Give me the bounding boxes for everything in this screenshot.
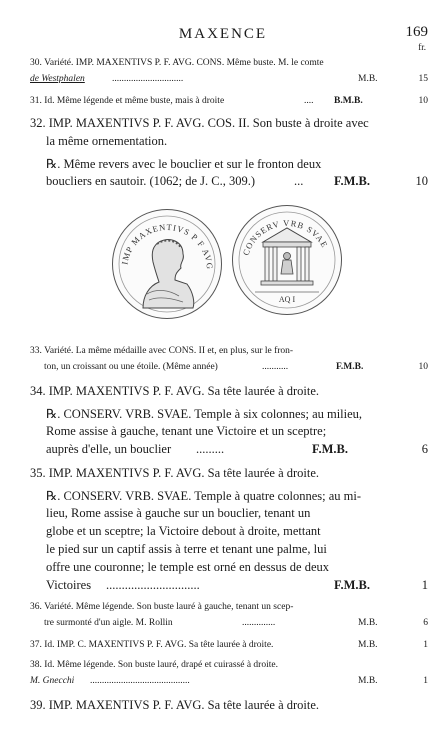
entry-31-price: 10	[418, 96, 428, 106]
entry-34-line-1: 34. IMP. MAXENTIVS P. F. AVG. Sa tête laurée à droite.	[30, 384, 320, 398]
entry-33-leader: ...........	[262, 362, 289, 372]
page-header	[0, 12, 446, 52]
entry-31-leader: ....	[304, 96, 314, 106]
entry-34-reverse-leader: .........	[196, 442, 225, 456]
entry-37-price: 1	[423, 640, 428, 650]
coin-reverse-image	[232, 205, 342, 315]
entry-33-line-2: ton, un croissant ou une étoile. (Même année)	[44, 362, 218, 372]
coin-illustrations	[112, 205, 352, 325]
page-number: 169	[405, 24, 428, 40]
entry-37-line-1: 37. Id. IMP. C. MAXENTIVS P. F. AVG. Sa tête laurée à droite.	[30, 640, 274, 650]
entry-35-reverse-line-3: globe et un sceptre; la Victoire debout à droite, mettant	[46, 524, 321, 538]
entry-32-line-2: la même ornementation.	[46, 134, 168, 148]
reverse-legend: CONSERV VRB SVAE	[240, 217, 331, 257]
entry-32-reverse-price: 10	[415, 174, 428, 188]
running-title: MAXENCE	[178, 26, 268, 42]
entry-37-mark: M.B.	[358, 640, 378, 650]
entry-38-line-1: 38. Id. Même légende. Son buste lauré, drapé et cuirassé à droite.	[30, 660, 278, 670]
entry-33-price: 10	[418, 362, 428, 372]
entry-38-mark: M.B.	[358, 676, 378, 686]
entry-32-reverse-mark: F.M.B.	[334, 174, 370, 188]
entry-38-leader: ..........................................	[90, 676, 190, 686]
coin-obverse-image	[112, 209, 222, 319]
entry-35-reverse-line-2: lieu, Rome assise à gauche sur un bouclier, tenant un	[46, 506, 311, 520]
entry-35-reverse-line-5: offre une couronne; le temple est orné en dessus de deux	[46, 560, 330, 574]
entry-30-line-1: 30. Variété. IMP. MAXENTIVS P. F. AVG. CONS. Même buste. M. le comte	[30, 58, 324, 68]
entry-31-line-1: 31. Id. Même légende et même buste, mais à droite	[30, 96, 225, 106]
entry-38-line-2: M. Gnecchi	[30, 676, 75, 686]
entry-36-price: 6	[423, 618, 428, 628]
entry-35-reverse-mark: F.M.B.	[334, 578, 370, 592]
entry-34-reverse-mark: F.M.B.	[312, 442, 348, 456]
entry-34-reverse-line-2: Rome assise à gauche, tenant une Victoire et un sceptre;	[46, 424, 327, 438]
entry-35-reverse-price: 1	[421, 578, 428, 592]
obverse-legend: IMP MAXENTIVS P F AVG	[119, 221, 216, 271]
entry-32-reverse-line-1: ℞. Même revers avec le bouclier et sur le fronton deux	[46, 157, 322, 171]
entry-31-mark: B.M.B.	[334, 96, 363, 106]
entry-35-reverse-line-4: le pied sur un captif assis à terre et tenant une palme, lui	[46, 542, 327, 556]
entry-34-reverse-line-3: auprès d'elle, un bouclier	[46, 442, 172, 456]
reverse-exergue: AQ I	[278, 295, 296, 304]
entry-35-reverse-leader: ..............................	[106, 578, 200, 592]
entry-33-mark: F.M.B.	[336, 362, 364, 372]
entry-34-reverse-price: 6	[421, 442, 428, 456]
entry-34-reverse-line-1: ℞. CONSERV. VRB. SVAE. Temple à six colonnes; au milieu,	[46, 407, 363, 421]
obverse-bust-drawing	[113, 210, 221, 318]
price-unit: fr.	[418, 42, 426, 52]
entry-38-price: 1	[423, 676, 428, 686]
entry-32-reverse-leader: ...	[294, 174, 304, 188]
entry-36-line-1: 36. Variété. Même légende. Son buste lauré à gauche, tenant un scep-	[30, 602, 294, 612]
entry-36-line-2: tre surmonté d'un aigle. M. Rollin	[44, 618, 173, 628]
entry-39-line-1: 39. IMP. MAXENTIVS P. F. AVG. Sa tête laurée à droite.	[30, 698, 320, 712]
entry-35-reverse-line-1: ℞. CONSERV. VRB. SVAE. Temple à quatre colonnes; au mi-	[46, 489, 361, 503]
entry-36-mark: M.B.	[358, 618, 378, 628]
entry-30-line-2: de Westphalen	[30, 74, 85, 84]
reverse-temple-drawing	[233, 206, 341, 314]
entry-30-leader: ..............................	[112, 74, 184, 84]
entry-35-reverse-line-6: Victoires	[46, 578, 92, 592]
entry-32-reverse-line-2: boucliers en sautoir. (1062; de J. C., 309.)	[46, 174, 255, 188]
entry-33-line-1: 33. Variété. La même médaille avec CONS. II et, en plus, sur le fron-	[30, 346, 294, 356]
entry-30-mark: M.B.	[358, 74, 378, 84]
entry-36-leader: ..............	[242, 618, 276, 628]
entry-30-price: 15	[418, 74, 428, 84]
entry-35-line-1: 35. IMP. MAXENTIVS P. F. AVG. Sa tête laurée à droite.	[30, 466, 320, 480]
entry-32-line-1: 32. IMP. MAXENTIVS P. F. AVG. COS. II. Son buste à droite avec	[30, 116, 369, 130]
